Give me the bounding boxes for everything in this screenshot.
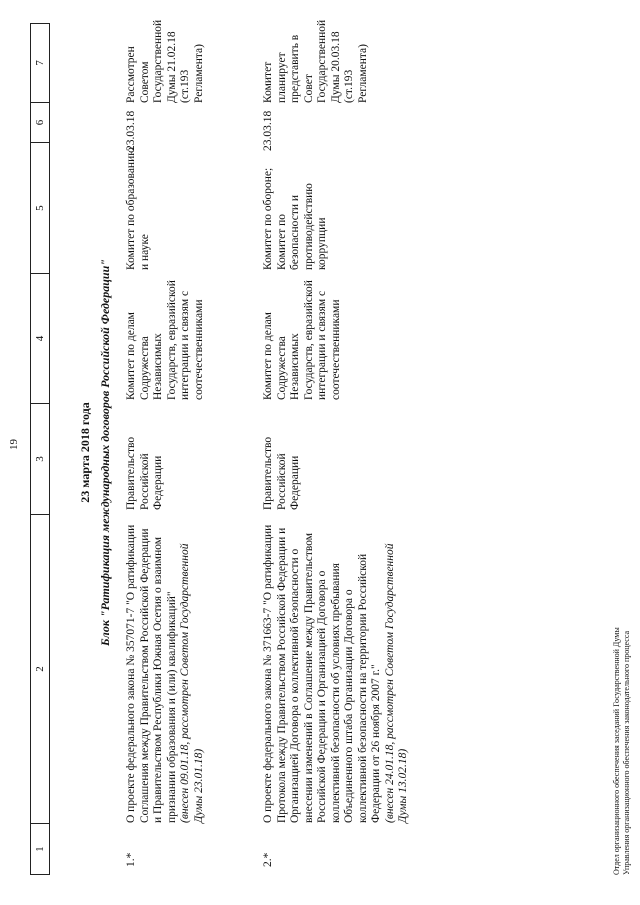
page-number: 19 — [8, 439, 20, 450]
row-initiator: Правительство Российской Федерации — [125, 436, 164, 510]
row-co-committee: Комитет по образованию и науке — [125, 147, 151, 270]
table-row — [262, 19, 482, 875]
footer-line: Отдел организационного обеспечения заседаний Государственной Думы — [612, 627, 621, 875]
row-status: Рассмотрен Советом Государственной Думы 21.02.18 (ст.193 Регламента) — [125, 19, 205, 103]
row-title-text: О проекте федерального закона № 371663-7 "О ратификации Протокола между Правительством Российской Федерации и Организацией Договора о коллективной безопасности о внесении изменений в Соглашение между Правительством Российской Федерации и Организацией Договора о коллективной безопасности об условиях пребывания Объединенного штаба Организации Договора о коллективной безопасности на территории Российской Федерации от 26 ноября 2007 г." — [262, 524, 382, 823]
date-heading: 23 марта 2018 года — [78, 402, 92, 503]
row-title — [262, 523, 411, 823]
footer — [612, 627, 632, 875]
col-header-4: 4 — [31, 273, 49, 403]
block-heading: Блок "Ратификация международных договоров Российской Федерации" — [98, 259, 112, 646]
row-status: Комитет планирует представить в Совет Государственной Думы 20.03.18 (ст.193 Регламента) — [262, 19, 369, 103]
row-committee: Комитет по делам Содружества Независимых Государств, евразийской интеграции и связям с соотечественниками — [125, 280, 205, 400]
row-initiator: Правительство Российской Федерации — [262, 436, 301, 510]
row-note: (внесен 09.01.18, рассмотрен Советом Государственной Думы 23.01.18) — [179, 543, 205, 823]
table-row — [125, 19, 275, 875]
row-title — [125, 523, 206, 823]
row-number: 2.* — [262, 852, 274, 867]
col-header-6: 6 — [31, 102, 49, 143]
column-header-row — [30, 23, 50, 875]
row-date: 23.03.18 — [125, 110, 137, 151]
row-co-committee: Комитет по обороне; Комитет по безопасности и противодействию коррупции — [262, 167, 328, 270]
col-header-2: 2 — [31, 514, 49, 824]
row-title-text: О проекте федерального закона № 357071-7 "О ратификации Соглашения между Правительством Российской Федерации и Правительством Республики Южная Осетия о взаимном признании образования и (или) квалификаций" — [125, 524, 178, 823]
row-committee: Комитет по делам Содружества Независимых Государств, евразийской интеграции и связям с соотечественниками — [262, 280, 342, 400]
col-header-1: 1 — [31, 823, 49, 874]
row-number: 1.* — [125, 852, 137, 867]
footer-line: Управления организационного обеспечения законодательного процесса — [622, 630, 631, 875]
col-header-5: 5 — [31, 142, 49, 272]
col-header-7: 7 — [34, 60, 46, 66]
col-header-3: 3 — [31, 403, 49, 513]
row-note: (внесен 24.01.18, рассмотрен Советом Государственной Думы 13.02.18) — [383, 543, 409, 823]
row-date: 23.03.18 — [262, 110, 274, 151]
